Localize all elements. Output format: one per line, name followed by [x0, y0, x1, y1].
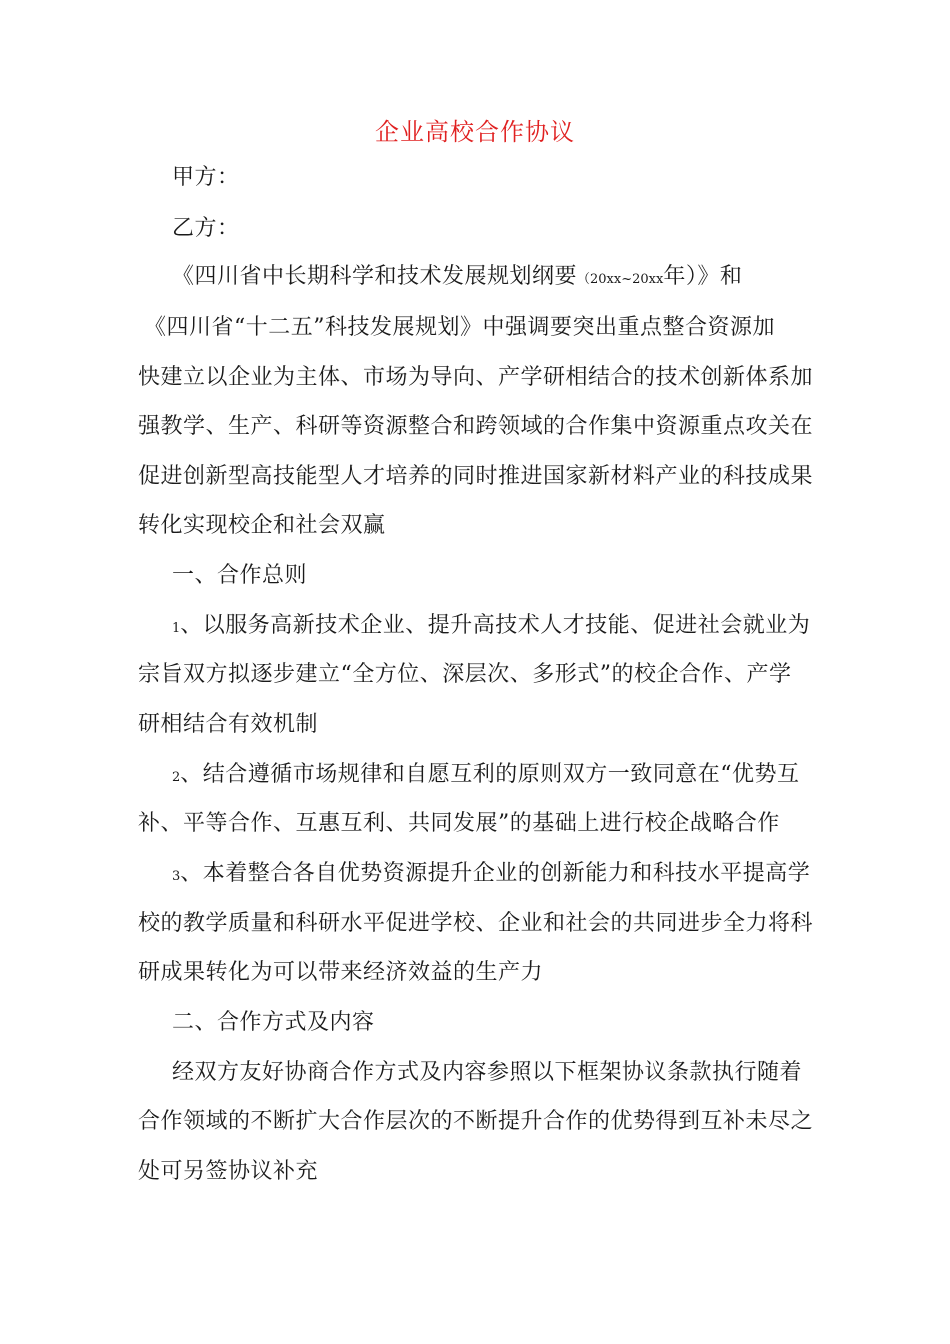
- item-1-line-1-text: 、以服务高新技术企业、提升高技术人才技能、促进社会就业为: [180, 613, 811, 638]
- intro-line-5: 促进创新型高技能型人才培养的同时推进国家新材料产业的科技成果: [138, 464, 814, 489]
- item-3-line-1: [172, 859, 852, 892]
- item-3-line-3: 研成果转化为可以带来经济效益的生产力: [138, 960, 544, 985]
- intro-line-4: 强教学、生产、科研等资源整合和跨领域的合作集中资源重点攻关在: [138, 414, 814, 439]
- item-1-line-3: 研相结合有效机制: [138, 712, 319, 737]
- section-2-line-3: 处可另签协议补充: [138, 1159, 319, 1184]
- document-title: 企业高校合作协议: [375, 118, 575, 146]
- intro-line-1-end: 年）》和: [663, 264, 743, 289]
- item-2-line-2: 补、平等合作、互惠互利、共同发展”的基础上进行校企战略合作: [138, 811, 780, 836]
- intro-line-1-text: 《四川省中长期科学和技术发展规划纲要: [172, 264, 578, 289]
- item-3-number: 3: [172, 869, 181, 884]
- item-2-number: 2: [172, 770, 181, 785]
- item-3-line-2: 校的教学质量和科研水平促进学校、企业和社会的共同进步全力将科: [138, 911, 814, 936]
- section-1-heading: 一、合作总则: [172, 563, 308, 588]
- intro-line-3: 快建立以企业为主体、市场为导向、产学研相结合的技术创新体系加: [138, 365, 814, 390]
- item-1-line-2: 宗旨双方拟逐步建立“全方位、深层次、多形式”的校企合作、产学: [138, 662, 792, 687]
- section-2-line-2: 合作领域的不断扩大合作层次的不断提升合作的优势得到互补未尽之: [138, 1109, 814, 1134]
- party-b-label: 乙方：: [172, 216, 240, 241]
- intro-line-6: 转化实现校企和社会双赢: [138, 513, 386, 538]
- item-3-line-1-text: 、本着整合各自优势资源提升企业的创新能力和科技水平提高学: [180, 861, 811, 886]
- item-1-number: 1: [172, 621, 181, 636]
- item-2-line-1: [172, 760, 852, 793]
- section-2-heading: 二、合作方式及内容: [172, 1010, 375, 1035]
- item-2-line-1-text: 、结合遵循市场规律和自愿互利的原则双方一致同意在“优势互: [180, 762, 800, 787]
- party-a-label: 甲方：: [172, 165, 240, 190]
- intro-line-2: 《四川省“十二五”科技发展规划》中强调要突出重点整合资源加: [144, 315, 775, 340]
- intro-line-1: [172, 262, 852, 295]
- intro-line-1-years: （20xx~20xx: [577, 272, 664, 287]
- section-2-line-1: 经双方友好协商合作方式及内容参照以下框架协议条款执行随着: [172, 1060, 803, 1085]
- item-1-line-1: [172, 611, 852, 644]
